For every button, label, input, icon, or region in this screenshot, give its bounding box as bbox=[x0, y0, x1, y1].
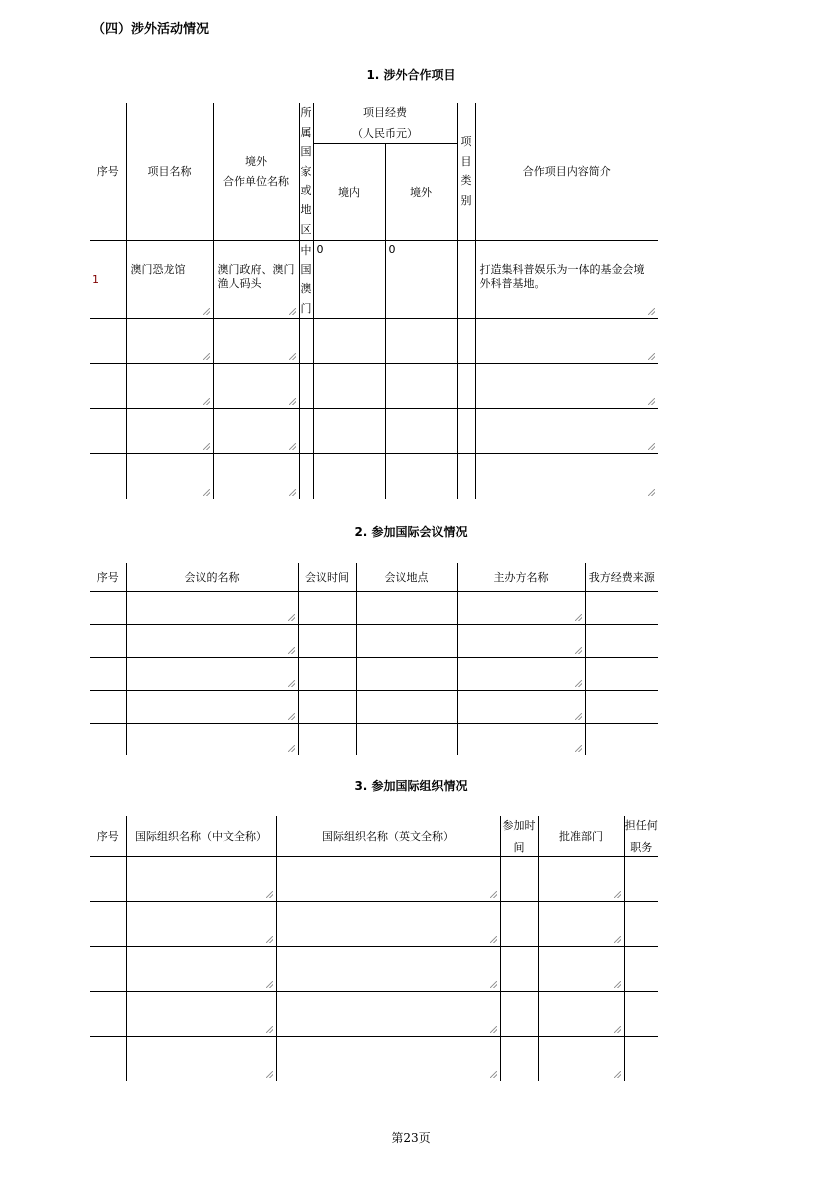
table-row bbox=[90, 991, 658, 1036]
resize-grip-icon[interactable] bbox=[203, 489, 210, 496]
cell-approval-dept[interactable] bbox=[538, 946, 624, 991]
header-content-intro: 合作项目内容简介 bbox=[475, 103, 658, 240]
header-country-char: 地 bbox=[300, 203, 312, 217]
cell-seq[interactable] bbox=[90, 690, 126, 723]
cell-meeting-name[interactable] bbox=[126, 657, 298, 690]
cell-join-time[interactable] bbox=[500, 946, 538, 991]
cell-seq[interactable] bbox=[90, 591, 126, 624]
table-row bbox=[90, 723, 658, 755]
cell-meeting-name[interactable] bbox=[126, 690, 298, 723]
cell-org-name-cn[interactable] bbox=[126, 901, 276, 946]
table-row bbox=[90, 1036, 658, 1081]
cell-join-time[interactable] bbox=[500, 856, 538, 901]
seq-value: 1 bbox=[92, 272, 99, 286]
cell-approval-dept[interactable] bbox=[538, 901, 624, 946]
cell-project-name[interactable] bbox=[126, 409, 213, 454]
resize-grip-icon[interactable] bbox=[490, 1026, 497, 1033]
cell-org-name-en[interactable] bbox=[276, 946, 500, 991]
cell-meeting-place[interactable] bbox=[356, 723, 457, 755]
resize-grip-icon[interactable] bbox=[289, 489, 296, 496]
section-title: （四）涉外活动情况 bbox=[92, 22, 210, 37]
cell-funding-source[interactable] bbox=[585, 624, 658, 657]
resize-grip-icon[interactable] bbox=[490, 1071, 497, 1078]
cell-approval-dept[interactable] bbox=[538, 991, 624, 1036]
header-project-name: 项目名称 bbox=[126, 103, 213, 240]
cell-overseas[interactable] bbox=[385, 454, 457, 499]
cell-seq[interactable] bbox=[90, 723, 126, 755]
resize-grip-icon[interactable] bbox=[490, 891, 497, 898]
cell-join-time[interactable] bbox=[500, 1036, 538, 1081]
resize-grip-icon[interactable] bbox=[289, 398, 296, 405]
cell-country-region[interactable] bbox=[299, 319, 313, 364]
resize-grip-icon[interactable] bbox=[288, 647, 295, 654]
cell-position[interactable] bbox=[624, 1036, 658, 1081]
cell-meeting-time[interactable] bbox=[298, 657, 356, 690]
table-row bbox=[90, 240, 658, 319]
cell-seq[interactable] bbox=[90, 657, 126, 690]
table2-title: 2. 参加国际会议情况 bbox=[354, 525, 468, 539]
cell-foreign-partner[interactable] bbox=[213, 409, 299, 454]
cell-meeting-time[interactable] bbox=[298, 690, 356, 723]
resize-grip-icon[interactable] bbox=[648, 308, 655, 315]
header-foreign-partner-line2: 合作单位名称 bbox=[223, 175, 289, 189]
header-funding-source: 我方经费来源 bbox=[585, 563, 658, 591]
cell-overseas[interactable] bbox=[385, 240, 457, 319]
header-overseas: 境外 bbox=[385, 143, 457, 240]
resize-grip-icon[interactable] bbox=[289, 353, 296, 360]
resize-grip-icon[interactable] bbox=[288, 745, 295, 752]
header-type-char: 项 bbox=[460, 135, 472, 149]
cell-country-region[interactable] bbox=[299, 364, 313, 409]
cell-meeting-time[interactable] bbox=[298, 624, 356, 657]
cell-foreign-partner[interactable] bbox=[213, 240, 299, 319]
resize-grip-icon[interactable] bbox=[614, 1026, 621, 1033]
resize-grip-icon[interactable] bbox=[288, 680, 295, 687]
table3-title: 3. 参加国际组织情况 bbox=[354, 779, 468, 793]
cell-project-type[interactable] bbox=[457, 454, 475, 499]
content-intro-value: 打造集科普娱乐为一体的基金会境外科普基地。 bbox=[479, 262, 645, 290]
cell-domestic[interactable] bbox=[313, 454, 385, 499]
cell-organizer[interactable] bbox=[457, 657, 585, 690]
resize-grip-icon[interactable] bbox=[266, 1026, 273, 1033]
header-org-name-cn: 国际组织名称（中文全称） bbox=[126, 816, 276, 856]
header-seq: 序号 bbox=[90, 816, 126, 856]
resize-grip-icon[interactable] bbox=[288, 614, 295, 621]
table-row bbox=[90, 901, 658, 946]
header-country-char: 家 bbox=[300, 164, 312, 178]
foreign-partner-value: 澳门政府、澳门渔人码头 bbox=[217, 262, 295, 290]
cell-seq[interactable] bbox=[90, 319, 126, 364]
cell-meeting-name[interactable] bbox=[126, 591, 298, 624]
header-position bbox=[624, 816, 658, 856]
resize-grip-icon[interactable] bbox=[575, 614, 582, 621]
cell-meeting-name[interactable] bbox=[126, 723, 298, 755]
cell-organizer[interactable] bbox=[457, 624, 585, 657]
international-organizations-table bbox=[90, 816, 658, 1081]
cell-approval-dept[interactable] bbox=[538, 1036, 624, 1081]
cell-overseas[interactable] bbox=[385, 319, 457, 364]
cell-seq[interactable] bbox=[90, 946, 126, 991]
cell-seq[interactable] bbox=[90, 409, 126, 454]
cell-country-region[interactable] bbox=[299, 454, 313, 499]
cell-seq[interactable] bbox=[90, 364, 126, 409]
resize-grip-icon[interactable] bbox=[614, 1071, 621, 1078]
cell-seq[interactable] bbox=[90, 624, 126, 657]
cell-org-name-en[interactable] bbox=[276, 1036, 500, 1081]
header-country-char: 或 bbox=[300, 183, 312, 197]
header-funding-line2: （人民币元） bbox=[352, 127, 418, 141]
header-seq: 序号 bbox=[90, 103, 126, 240]
table1-title: 1. 涉外合作项目 bbox=[366, 68, 456, 82]
domestic-value: 0 bbox=[316, 242, 324, 256]
table-row bbox=[90, 624, 658, 657]
resize-grip-icon[interactable] bbox=[490, 981, 497, 988]
header-type-char: 目 bbox=[460, 154, 472, 168]
header-meeting-time: 会议时间 bbox=[298, 563, 356, 591]
resize-grip-icon[interactable] bbox=[575, 745, 582, 752]
header-approval-dept: 批准部门 bbox=[538, 816, 624, 856]
resize-grip-icon[interactable] bbox=[266, 891, 273, 898]
table-row bbox=[90, 690, 658, 723]
cell-content-intro[interactable] bbox=[475, 454, 658, 499]
cell-domestic[interactable] bbox=[313, 364, 385, 409]
country-char: 门 bbox=[300, 301, 312, 315]
cell-domestic[interactable] bbox=[313, 409, 385, 454]
resize-grip-icon[interactable] bbox=[575, 713, 582, 720]
international-meetings-table bbox=[90, 563, 658, 755]
table-row bbox=[90, 319, 658, 364]
resize-grip-icon[interactable] bbox=[575, 647, 582, 654]
header-organizer: 主办方名称 bbox=[457, 563, 585, 591]
cell-org-name-cn[interactable] bbox=[126, 991, 276, 1036]
cell-foreign-partner[interactable] bbox=[213, 364, 299, 409]
resize-grip-icon[interactable] bbox=[648, 353, 655, 360]
cell-org-name-en[interactable] bbox=[276, 901, 500, 946]
foreign-cooperation-table bbox=[90, 103, 658, 499]
cell-project-type[interactable] bbox=[457, 364, 475, 409]
cell-content-intro[interactable] bbox=[475, 409, 658, 454]
cell-join-time[interactable] bbox=[500, 991, 538, 1036]
cell-project-name[interactable] bbox=[126, 319, 213, 364]
cell-organizer[interactable] bbox=[457, 690, 585, 723]
header-domestic: 境内 bbox=[313, 143, 385, 240]
cell-overseas[interactable] bbox=[385, 409, 457, 454]
resize-grip-icon[interactable] bbox=[648, 489, 655, 496]
header-project-type bbox=[457, 103, 475, 240]
cell-funding-source[interactable] bbox=[585, 690, 658, 723]
header-org-name-en: 国际组织名称（英文全称） bbox=[276, 816, 500, 856]
cell-org-name-cn[interactable] bbox=[126, 856, 276, 901]
table-row bbox=[90, 454, 658, 499]
cell-country-region[interactable] bbox=[299, 409, 313, 454]
cell-funding-source[interactable] bbox=[585, 723, 658, 755]
cell-position[interactable] bbox=[624, 901, 658, 946]
cell-org-name-cn[interactable] bbox=[126, 1036, 276, 1081]
table-row bbox=[90, 657, 658, 690]
resize-grip-icon[interactable] bbox=[203, 308, 210, 315]
cell-meeting-place[interactable] bbox=[356, 690, 457, 723]
cell-project-type[interactable] bbox=[457, 319, 475, 364]
table-row bbox=[90, 946, 658, 991]
cell-foreign-partner[interactable] bbox=[213, 454, 299, 499]
cell-approval-dept[interactable] bbox=[538, 856, 624, 901]
header-type-char: 别 bbox=[460, 193, 472, 207]
header-join-time bbox=[500, 816, 538, 856]
overseas-value: 0 bbox=[388, 242, 396, 256]
cell-content-intro[interactable] bbox=[475, 364, 658, 409]
cell-org-name-cn[interactable] bbox=[126, 946, 276, 991]
cell-country-region[interactable] bbox=[299, 240, 313, 319]
resize-grip-icon[interactable] bbox=[648, 398, 655, 405]
table-row bbox=[90, 856, 658, 901]
header-position-line1: 担任何 bbox=[624, 818, 658, 832]
cell-organizer[interactable] bbox=[457, 591, 585, 624]
header-country-char: 区 bbox=[300, 222, 312, 236]
cell-position[interactable] bbox=[624, 991, 658, 1036]
country-char: 中 bbox=[300, 243, 312, 257]
header-type-char: 类 bbox=[460, 174, 472, 188]
cell-seq bbox=[90, 240, 126, 319]
header-meeting-place: 会议地点 bbox=[356, 563, 457, 591]
cell-seq[interactable] bbox=[90, 856, 126, 901]
resize-grip-icon[interactable] bbox=[203, 443, 210, 450]
header-meeting-name: 会议的名称 bbox=[126, 563, 298, 591]
resize-grip-icon[interactable] bbox=[614, 981, 621, 988]
header-country-region bbox=[299, 103, 313, 240]
cell-meeting-place[interactable] bbox=[356, 657, 457, 690]
resize-grip-icon[interactable] bbox=[203, 353, 210, 360]
cell-project-name[interactable] bbox=[126, 240, 213, 319]
cell-position[interactable] bbox=[624, 856, 658, 901]
cell-meeting-place[interactable] bbox=[356, 591, 457, 624]
cell-funding-source[interactable] bbox=[585, 591, 658, 624]
resize-grip-icon[interactable] bbox=[266, 981, 273, 988]
resize-grip-icon[interactable] bbox=[289, 443, 296, 450]
cell-meeting-place[interactable] bbox=[356, 624, 457, 657]
resize-grip-icon[interactable] bbox=[266, 936, 273, 943]
project-name-value: 澳门恐龙馆 bbox=[130, 262, 186, 276]
cell-join-time[interactable] bbox=[500, 901, 538, 946]
header-foreign-partner bbox=[213, 103, 299, 240]
resize-grip-icon[interactable] bbox=[614, 891, 621, 898]
header-foreign-partner-line1: 境外 bbox=[245, 155, 267, 169]
resize-grip-icon[interactable] bbox=[203, 398, 210, 405]
cell-project-name[interactable] bbox=[126, 454, 213, 499]
header-funding bbox=[313, 103, 457, 143]
header-country-char: 国 bbox=[300, 145, 312, 159]
cell-organizer[interactable] bbox=[457, 723, 585, 755]
cell-content-intro[interactable] bbox=[475, 240, 658, 319]
header-country-char: 属 bbox=[300, 125, 312, 139]
table-row bbox=[90, 591, 658, 624]
cell-project-type[interactable] bbox=[457, 240, 475, 319]
cell-project-type[interactable] bbox=[457, 409, 475, 454]
table-row bbox=[90, 364, 658, 409]
cell-meeting-time[interactable] bbox=[298, 591, 356, 624]
cell-seq[interactable] bbox=[90, 1036, 126, 1081]
country-char: 澳 bbox=[300, 282, 312, 296]
cell-overseas[interactable] bbox=[385, 364, 457, 409]
cell-position[interactable] bbox=[624, 946, 658, 991]
cell-funding-source[interactable] bbox=[585, 657, 658, 690]
country-char: 国 bbox=[300, 262, 312, 276]
cell-domestic[interactable] bbox=[313, 240, 385, 319]
resize-grip-icon[interactable] bbox=[289, 308, 296, 315]
cell-meeting-name[interactable] bbox=[126, 624, 298, 657]
cell-meeting-time[interactable] bbox=[298, 723, 356, 755]
resize-grip-icon[interactable] bbox=[490, 936, 497, 943]
header-country-char: 所 bbox=[300, 106, 312, 120]
header-join-time-line1: 参加时 bbox=[502, 818, 536, 832]
page-number: 第23页 bbox=[391, 1131, 431, 1145]
cell-seq[interactable] bbox=[90, 454, 126, 499]
resize-grip-icon[interactable] bbox=[575, 680, 582, 687]
cell-org-name-en[interactable] bbox=[276, 856, 500, 901]
header-join-time-line2: 间 bbox=[513, 840, 525, 854]
cell-project-name[interactable] bbox=[126, 364, 213, 409]
cell-org-name-en[interactable] bbox=[276, 991, 500, 1036]
resize-grip-icon[interactable] bbox=[614, 936, 621, 943]
cell-content-intro[interactable] bbox=[475, 319, 658, 364]
cell-seq[interactable] bbox=[90, 901, 126, 946]
header-funding-line1: 项目经费 bbox=[363, 106, 407, 120]
header-seq: 序号 bbox=[90, 563, 126, 591]
table-row bbox=[90, 409, 658, 454]
cell-foreign-partner[interactable] bbox=[213, 319, 299, 364]
resize-grip-icon[interactable] bbox=[288, 713, 295, 720]
resize-grip-icon[interactable] bbox=[266, 1071, 273, 1078]
header-position-line2: 职务 bbox=[630, 840, 653, 854]
cell-domestic[interactable] bbox=[313, 319, 385, 364]
resize-grip-icon[interactable] bbox=[648, 443, 655, 450]
cell-seq[interactable] bbox=[90, 991, 126, 1036]
